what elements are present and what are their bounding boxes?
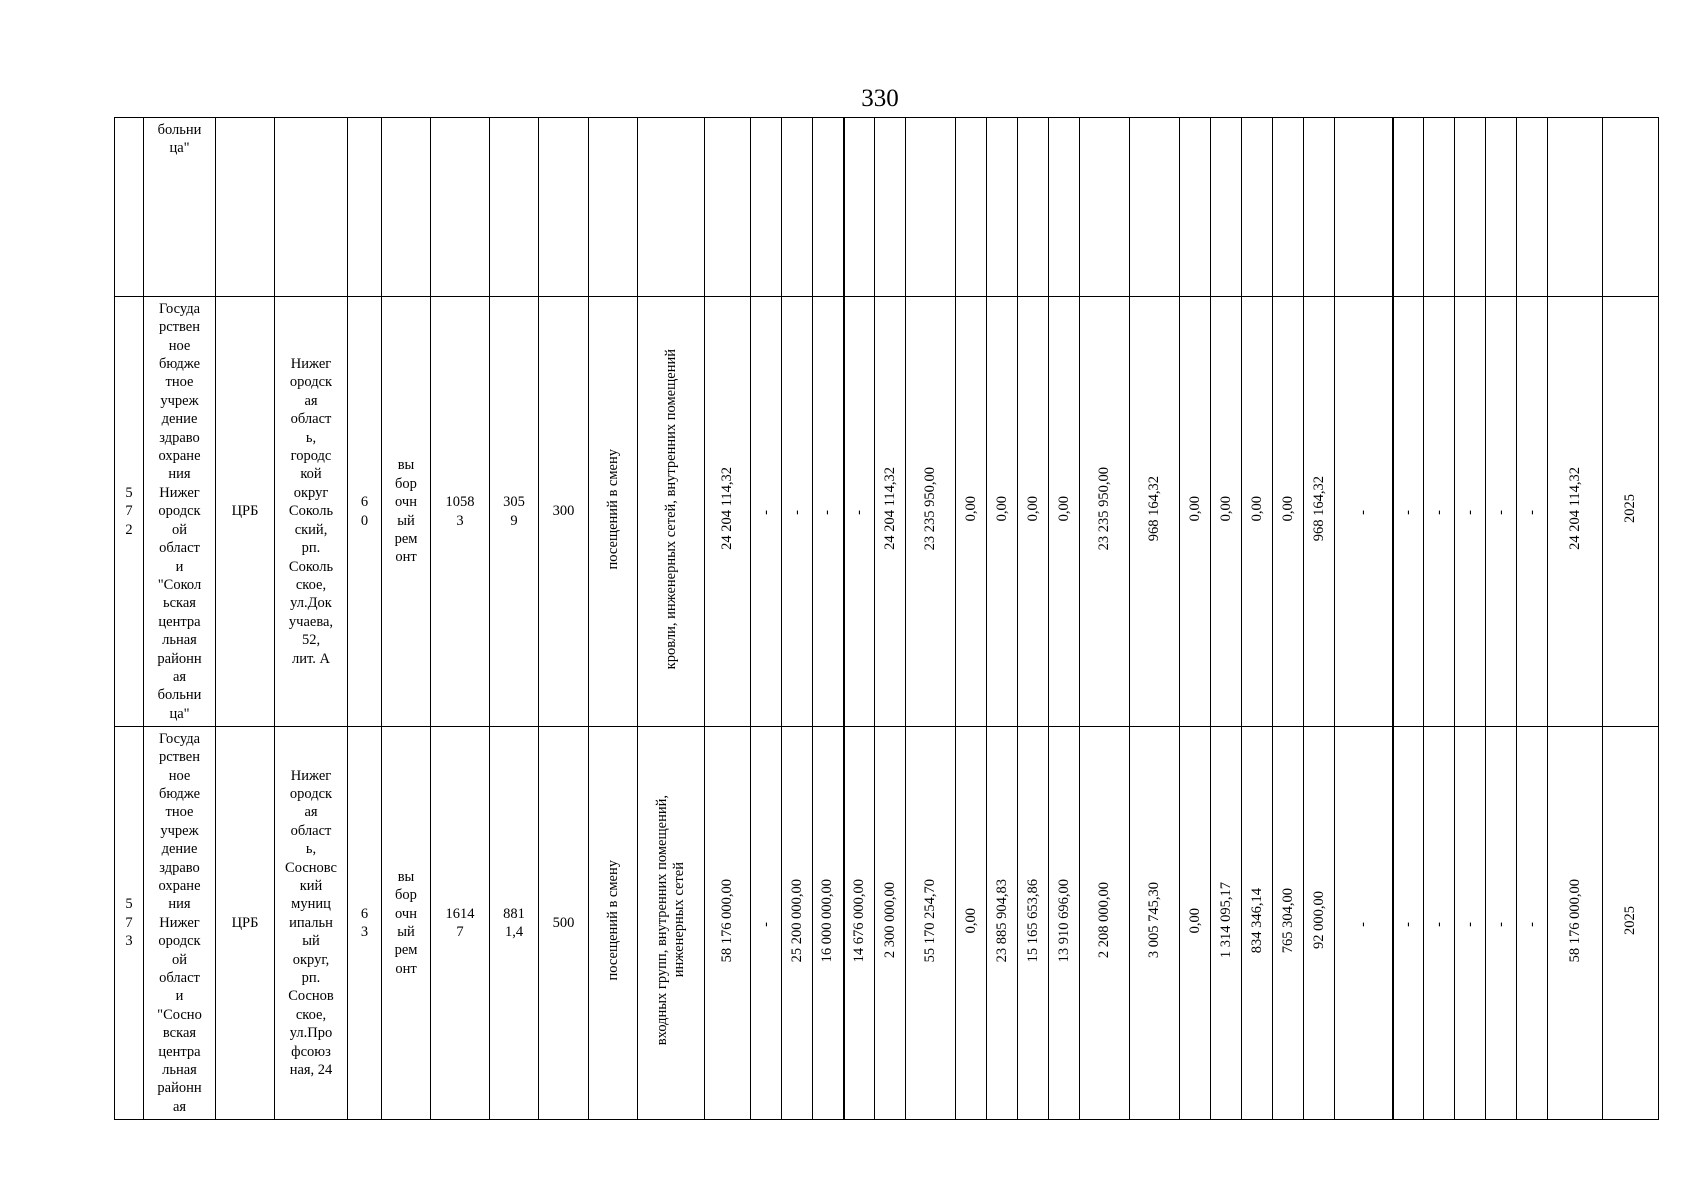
cell-num: 5 7 2 (115, 297, 144, 727)
cell-works: входных групп, внутренних помещений, инженерных сетей (638, 727, 705, 1120)
cell-work-type: вы бор очн ый рем онт (382, 727, 431, 1120)
cell-num (115, 118, 144, 297)
cell-num: 5 7 3 (115, 727, 144, 1120)
cell-address: Нижег ородск ая област ь, Сосновс кий муниц ипальн ый округ, рп. Соснов ское, ул.Про фсоюз ная, 24 (275, 727, 348, 1120)
budget-table (114, 117, 1659, 1120)
cell-capacity: 300 (539, 297, 589, 727)
table-row-continuation (115, 118, 1659, 297)
cell-works: кровли, инженерных сетей, внутренних помещений (638, 297, 705, 727)
cell-type: ЦРБ (216, 297, 275, 727)
cell-work-type: вы бор очн ый рем онт (382, 297, 431, 727)
cell-unit: посещений в смену (589, 297, 638, 727)
cell-c7: 305 9 (490, 297, 539, 727)
cell-capacity: 500 (539, 727, 589, 1120)
cell-year: 2025 (1603, 297, 1659, 727)
cell-type: ЦРБ (216, 727, 275, 1120)
cell-c4: 6 0 (348, 297, 382, 727)
cell-grand-total: 24 204 114,32 (1548, 297, 1603, 727)
cell-total: 58 176 000,00 (705, 727, 751, 1120)
cell-unit: посещений в смену (589, 727, 638, 1120)
cell-c7: 881 1,4 (490, 727, 539, 1120)
cell-grand-total: 58 176 000,00 (1548, 727, 1603, 1120)
table-row: 5 7 3 Госуда рствен ное бюдже тное учреж дение здраво охране ния Нижег ородск ой област и "Сосно вская центра льная районн ая ЦРБ Нижег ородск ая област ь, Сосновс кий муниц ипальн ый округ, рп. Соснов ское, ул.Про фсоюз ная, 24 6 3 вы бор очн ый рем онт 1614 7 881 1,4 500 посещений в смену входных групп, внутренних помещений, инженерных сетей 58 176 000,00 - 25 200 000,00 16 000 000,00 14 676 000,00 2 300 000,00 55 170 254,70 0,00 23 885 904,83 15 165 653,86 13 910 696,00 2 208 000,00 3 005 745,30 0,00 1 314 095,17 834 346,14 765 304,00 92 000,00 - - - - - - 58 176 000,00 2025 (115, 727, 1659, 1120)
cell-total: 24 204 114,32 (705, 297, 751, 727)
cell-name: Госуда рствен ное бюдже тное учреж дение здраво охране ния Нижег ородск ой област и "Сосно вская центра льная районн ая (144, 727, 216, 1120)
cell-c6: 1614 7 (431, 727, 490, 1120)
cell-name: больни ца" (144, 118, 216, 297)
cell-c6: 1058 3 (431, 297, 490, 727)
table-row: 5 7 2 Госуда рствен ное бюдже тное учреж дение здраво охране ния Нижег ородск ой област и "Сокол ьская центра льная районн ая больни ца" ЦРБ Нижег ородск ая област ь, городс кой округ Соколь ский, рп. Соколь ское, ул.Док учаева, 52, лит. А 6 0 вы бор очн ый рем онт 1058 3 305 9 300 посещений в смену кровли, инженерных сетей, внутренних помещений 24 204 114,32 - - - - 24 204 114,32 23 235 950,00 0,00 0,00 0,00 0,00 23 235 950,00 968 164,32 0,00 0,00 0,00 0,00 968 164,32 - - - - - - 24 204 114,32 2025 (115, 297, 1659, 727)
page-number: 330 (861, 85, 899, 112)
cell-c4: 6 3 (348, 727, 382, 1120)
cell-address: Нижег ородск ая област ь, городс кой округ Соколь ский, рп. Соколь ское, ул.Док учаева, 52, лит. А (275, 297, 348, 727)
cell-name: Госуда рствен ное бюдже тное учреж дение здраво охране ния Нижег ородск ой област и "Сокол ьская центра льная районн ая больни ца" (144, 297, 216, 727)
cell-year: 2025 (1603, 727, 1659, 1120)
